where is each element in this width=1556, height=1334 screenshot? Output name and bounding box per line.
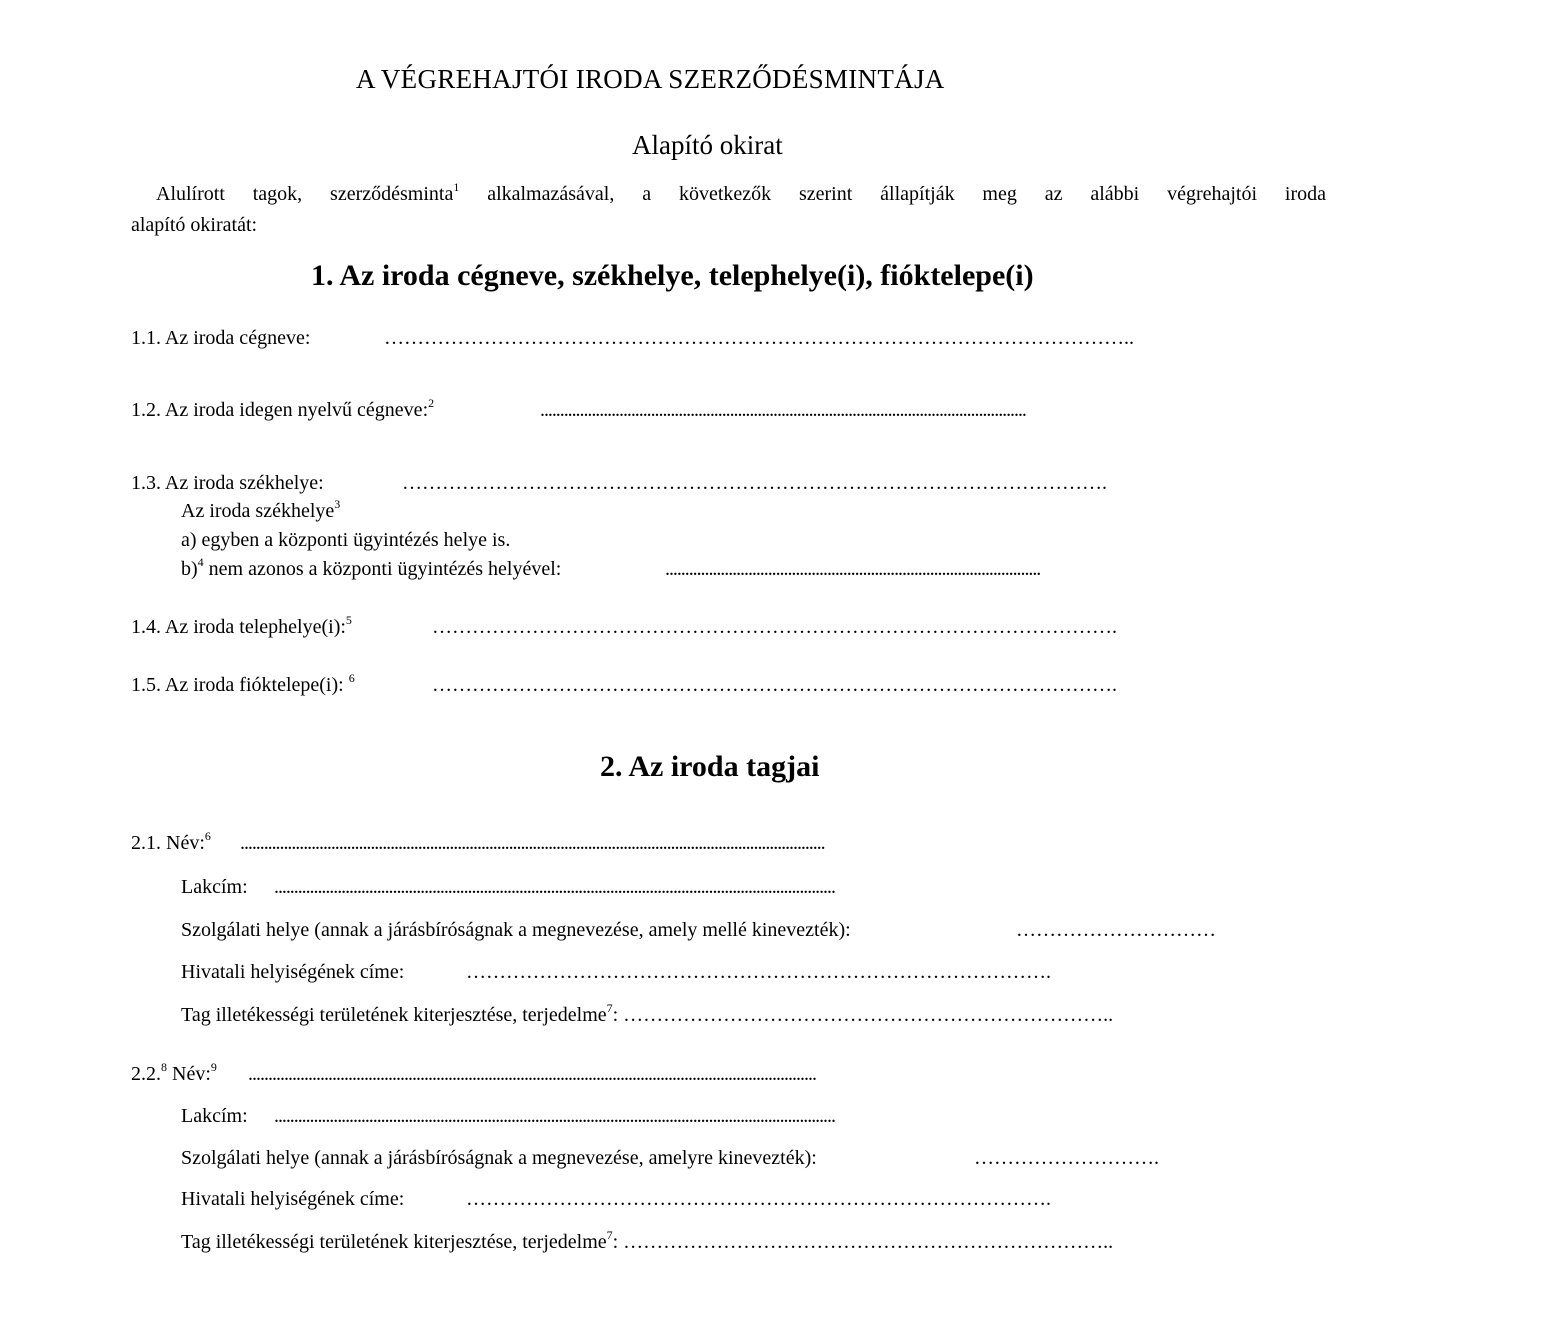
member-1-address-label: Lakcím: bbox=[181, 876, 248, 898]
item-1-5-label: 1.5. Az iroda fióktelepe(i): $^6$ bbox=[131, 671, 355, 696]
member-2-office-label: Hivatali helyiségének címe: bbox=[181, 1188, 405, 1210]
item-1-3-option-a: a) egyben a központi ügyintézés helye is. bbox=[181, 529, 511, 551]
item-1-1-label: 1.1. Az iroda cégneve: bbox=[131, 327, 311, 349]
item-1-5-fill: …………………………………………………………………………………………. bbox=[432, 674, 1117, 696]
footnote-5: 5 bbox=[345, 613, 352, 627]
section-2-heading: 2. Az iroda tagjai bbox=[600, 750, 820, 783]
document-subtitle: Alapító okirat bbox=[632, 130, 783, 160]
member-2-service-label: Szolgálati helye (annak a járásbíróságnak a megnevezése, amelyre kinevezték): bbox=[181, 1147, 817, 1169]
member-1-address-fill: .............................................................................................................................................. bbox=[274, 876, 835, 898]
item-1-2-fill: ........................................................................................................................... bbox=[540, 399, 1026, 421]
member-2-name-fill: .............................................................................................................................................. bbox=[248, 1063, 816, 1085]
member-1-office-fill: ……………………………………………………………………………. bbox=[466, 961, 1051, 983]
member-1-office-label: Hivatali helyiségének címe: bbox=[181, 961, 405, 983]
member-1-service-fill: ………………………… bbox=[1016, 919, 1216, 941]
item-1-2-label: 1.2. Az iroda idegen nyelvű cégneve:$^2$ bbox=[131, 396, 435, 421]
intro-text-part2: alkalmazásával, a következők szerint állapítják meg az alábbi végrehajtói iroda bbox=[459, 183, 1326, 205]
member-1-name-label: 2.1. Név:$^6$ bbox=[131, 829, 211, 854]
footnote-4: 4 bbox=[197, 555, 204, 569]
member-2-address-fill: .............................................................................................................................................. bbox=[274, 1105, 835, 1127]
footnote-9: 9 bbox=[210, 1060, 217, 1074]
section-1-heading: 1. Az iroda cégneve, székhelye, telephelye(i), fióktelepe(i) bbox=[311, 259, 1034, 292]
footnote-1: 1 bbox=[453, 180, 460, 194]
member-2-area-label: Tag illetékességi területének kiterjesztése, terjedelme$^7$: ……………………………………………………………….. bbox=[181, 1228, 1114, 1253]
member-1-area-label: Tag illetékességi területének kiterjesztése, terjedelme$^7$: ……………………………………………………………….. bbox=[181, 1001, 1114, 1026]
member-2-service-fill: ………………………. bbox=[974, 1147, 1159, 1169]
member-2-office-fill: ……………………………………………………………………………. bbox=[466, 1188, 1051, 1210]
footnote-3: 3 bbox=[334, 497, 341, 511]
member-2-address-label: Lakcím: bbox=[181, 1105, 248, 1127]
intro-text-part1: Alulírott tagok, szerződésminta bbox=[156, 183, 454, 205]
intro-line-2: alapító okiratát: bbox=[131, 214, 258, 236]
member-1-service-label: Szolgálati helye (annak a járásbíróságnak a megnevezése, amely mellé kinevezték): bbox=[181, 919, 851, 941]
item-1-3-label: 1.3. Az iroda székhelye: bbox=[131, 472, 324, 494]
footnote-7b: 7 bbox=[606, 1228, 613, 1242]
item-1-3-option-b: b)$^4$ nem azonos a központi ügyintézés helyével: bbox=[181, 555, 562, 580]
footnote-6b: 6 bbox=[204, 829, 211, 843]
item-1-3-sublabel: Az iroda székhelye$^3$ bbox=[181, 497, 341, 522]
item-1-4-fill: …………………………………………………………………………………………. bbox=[432, 616, 1117, 638]
footnote-8: 8 bbox=[161, 1060, 167, 1074]
intro-line-1 bbox=[131, 180, 1326, 206]
footnote-6: 6 bbox=[348, 671, 355, 685]
footnote-2: 2 bbox=[428, 396, 435, 410]
member-1-name-fill: .................................................................................................................................................... bbox=[240, 832, 825, 854]
item-1-1-fill: ………………………………………………………………………………………………….. bbox=[384, 327, 1134, 349]
member-2-name-label: 2.2.$^8$ Név:$^9$ bbox=[131, 1060, 217, 1085]
item-1-4-label: 1.4. Az iroda telephelye(i):$^5$ bbox=[131, 613, 352, 638]
item-1-3-option-b-fill: ............................................................................................... bbox=[665, 558, 1041, 580]
item-1-3-fill: ……………………………………………………………………………………………. bbox=[402, 472, 1107, 494]
document-title: A VÉGREHAJTÓI IRODA SZERZŐDÉSMINTÁJA bbox=[356, 64, 945, 94]
footnote-7: 7 bbox=[606, 1001, 613, 1015]
